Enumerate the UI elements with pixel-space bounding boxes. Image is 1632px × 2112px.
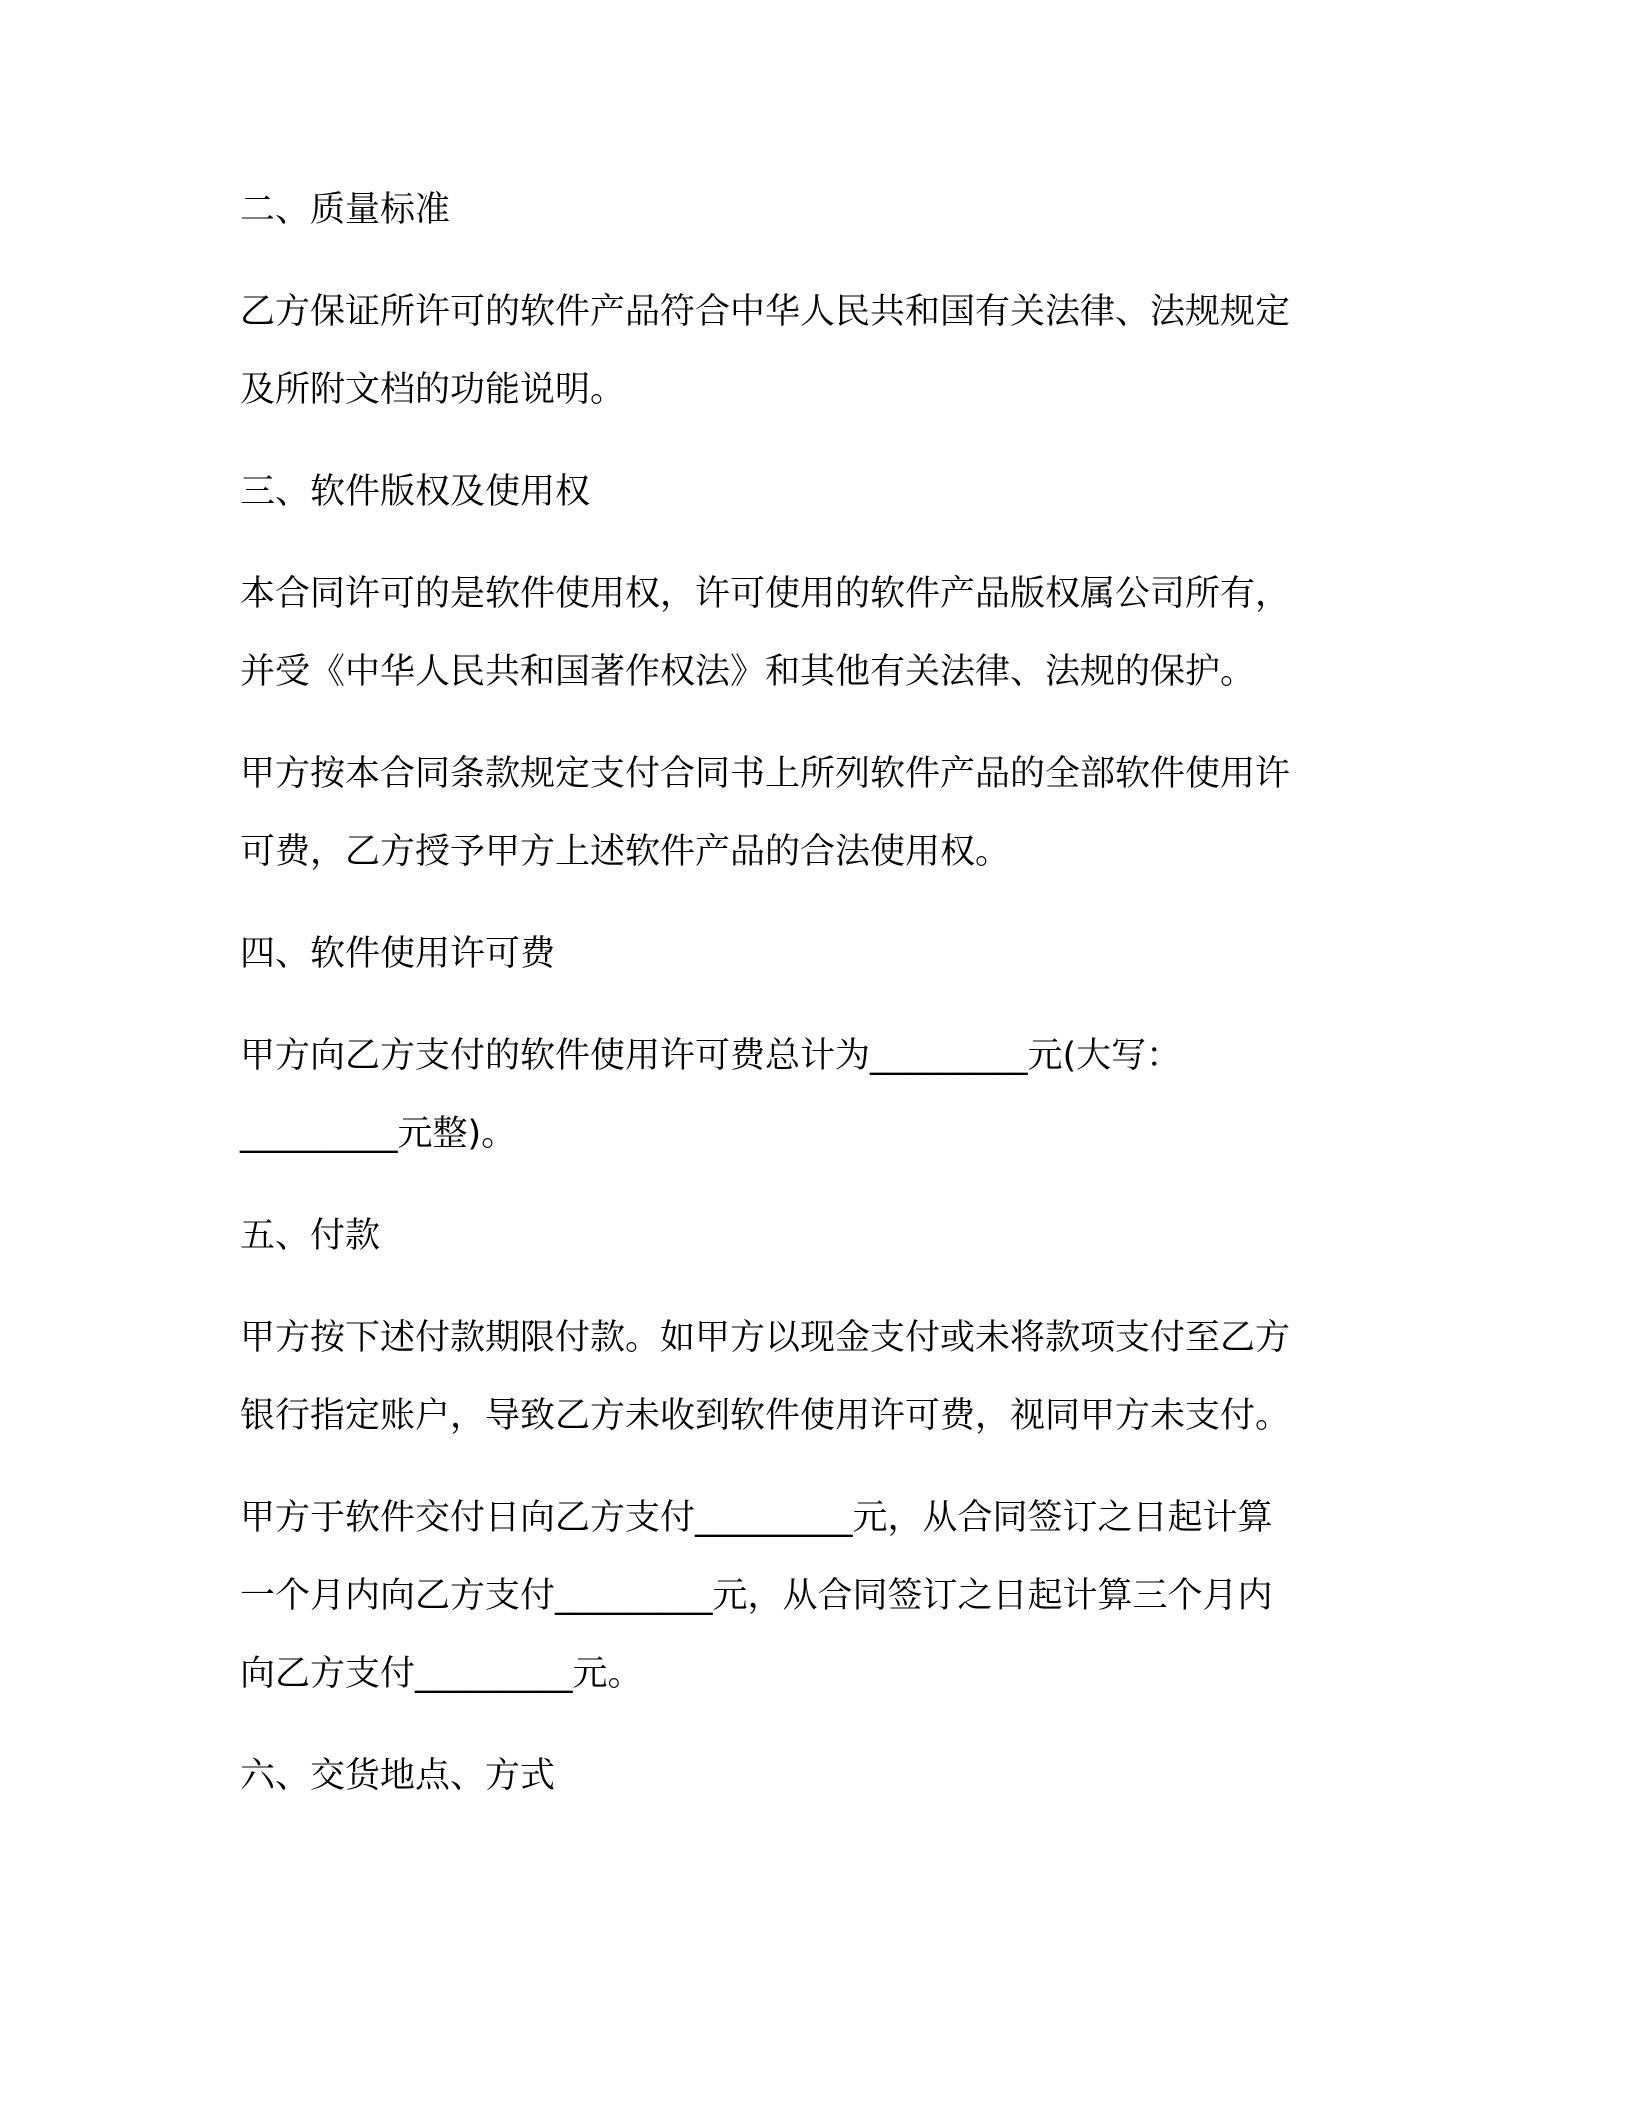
paragraph-text: 甲方向乙方支付的软件使用许可费总计为 — [240, 1036, 871, 1076]
paragraph-text: 元，从合同签订之日起计算三个月内 — [712, 1576, 1273, 1616]
section-5-paragraph-1 — [240, 1299, 1360, 1455]
blank-amount-field: _________ — [415, 1654, 573, 1694]
blank-amount-field: _________ — [870, 1036, 1028, 1076]
paragraph-line: 甲方按本合同条款规定支付合同书上所列软件产品的全部软件使用许 — [240, 754, 1291, 794]
paragraph-line: 可费，乙方授予甲方上述软件产品的合法使用权。 — [240, 832, 1011, 872]
paragraph-line — [240, 1017, 1360, 1095]
paragraph-line: 乙方保证所许可的软件产品符合中华人民共和国有关法律、法规规定 — [240, 292, 1291, 332]
document-body — [240, 188, 1360, 1856]
paragraph-text: 元整)。 — [397, 1114, 517, 1154]
section-5-heading: 五、付款 — [240, 1216, 381, 1256]
paragraph-text: 向乙方支付 — [240, 1654, 416, 1694]
blank-amount-field: _________ — [555, 1576, 713, 1616]
paragraph-line: 本合同许可的是软件使用权，许可使用的软件产品版权属公司所有， — [240, 574, 1291, 614]
section-4-heading: 四、软件使用许可费 — [240, 934, 556, 974]
section-3-heading: 三、软件版权及使用权 — [240, 472, 591, 512]
paragraph-line — [240, 1635, 1360, 1713]
section-3-paragraph-2 — [240, 735, 1360, 891]
paragraph-line — [240, 1479, 1360, 1557]
section-2-paragraph-1 — [240, 273, 1360, 429]
paragraph-text: 元。 — [572, 1654, 643, 1694]
section-2-heading: 二、质量标准 — [240, 190, 451, 230]
paragraph-line: 甲方按下述付款期限付款。如甲方以现金支付或未将款项支付至乙方 — [240, 1318, 1291, 1358]
paragraph-line: 及所附文档的功能说明。 — [240, 370, 626, 410]
paragraph-text: 元，从合同签订之日起计算 — [852, 1498, 1273, 1538]
paragraph-text: 甲方于软件交付日向乙方支付 — [240, 1498, 696, 1538]
paragraph-line: 并受《中华人民共和国著作权法》和其他有关法律、法规的保护。 — [240, 652, 1256, 692]
blank-amount-field: _________ — [695, 1498, 853, 1538]
section-4-paragraph-1 — [240, 1017, 1360, 1173]
paragraph-text: 元(大写： — [1027, 1036, 1182, 1076]
paragraph-line — [240, 1095, 1360, 1173]
section-5-paragraph-2 — [240, 1479, 1360, 1713]
blank-amount-field: _________ — [240, 1114, 398, 1154]
section-3-paragraph-1 — [240, 555, 1360, 711]
section-6-heading: 六、交货地点、方式 — [240, 1756, 556, 1796]
paragraph-line: 银行指定账户，导致乙方未收到软件使用许可费，视同甲方未支付。 — [240, 1396, 1291, 1436]
paragraph-line — [240, 1557, 1360, 1635]
paragraph-text: 一个月内向乙方支付 — [240, 1576, 556, 1616]
